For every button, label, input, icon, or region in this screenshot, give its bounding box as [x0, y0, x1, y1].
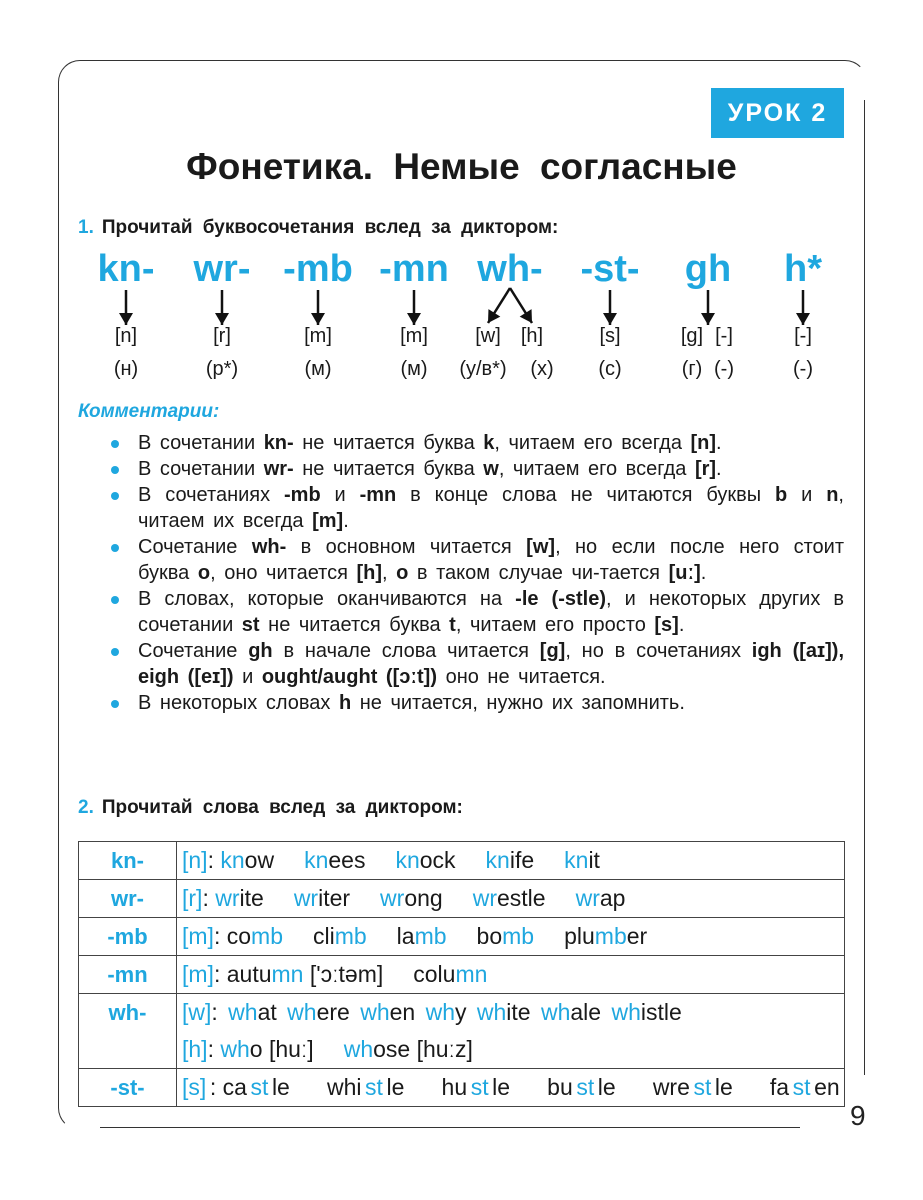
word-text: : ca — [209, 1074, 247, 1100]
word-line — [182, 956, 840, 993]
bold-term: h — [338, 692, 352, 714]
words-table — [78, 841, 845, 1107]
russian-sound: (у/в*) — [459, 358, 507, 380]
comment-item: Сочетание gh в начале слова читается [g], но в сочетаниях igh ([aɪ]), eigh ([eɪ]) и ought/aught ([ɔːt]) оно не читается. — [108, 638, 844, 690]
bold-term: [uː] — [668, 562, 701, 584]
phoneme: [m] — [400, 325, 428, 347]
highlighted-letters: st — [470, 1074, 489, 1100]
highlighted-letters: wh — [425, 999, 455, 1025]
word-gap — [367, 918, 397, 955]
arrow-down-head — [119, 313, 133, 325]
word-gap — [443, 880, 473, 917]
table-row — [79, 994, 845, 1069]
word-gap — [546, 880, 576, 917]
highlighted-letters: mn — [271, 961, 304, 987]
phoneme: [-] — [715, 325, 733, 347]
word-text: cli — [312, 923, 335, 949]
combo-label: -st- — [580, 248, 640, 290]
word-text: iter — [318, 885, 351, 911]
highlighted-letters: mn — [455, 961, 488, 987]
word-text: la — [396, 923, 415, 949]
word-text: ow — [244, 847, 275, 873]
combo-key-cell: -st- — [79, 1069, 177, 1107]
word-gap — [283, 918, 313, 955]
highlighted-letters: st — [365, 1074, 383, 1100]
phoneme: [w] — [475, 325, 501, 347]
page-title: Фонетика. Немые согласные — [186, 146, 737, 187]
word-text: ong — [404, 885, 443, 911]
highlighted-letters: wh — [476, 999, 507, 1025]
word-text: : — [207, 1036, 221, 1062]
word-text: bu — [547, 1074, 573, 1100]
word-text: hu — [441, 1074, 468, 1100]
bold-term: wh- — [251, 536, 287, 558]
highlighted-letters: [s] — [182, 1074, 207, 1100]
word-line — [182, 1069, 840, 1106]
phoneme: [g] — [680, 325, 704, 347]
highlighted-letters: [n] — [182, 847, 208, 873]
highlighted-letters: [h] — [182, 1036, 208, 1062]
comments-list — [108, 430, 844, 716]
russian-sound: (н) — [113, 358, 139, 380]
word-text: ife — [509, 847, 535, 873]
task-1-number: 1. — [78, 217, 94, 238]
highlighted-letters: wh — [287, 999, 317, 1025]
word-text: ap — [599, 885, 626, 911]
combo-key-cell: kn- — [79, 842, 177, 880]
word-gap — [619, 1069, 649, 1106]
bold-term: kn- — [263, 432, 294, 454]
comment-item: В словах, которые оканчиваются на -le (-stle), и некоторых других в сочетании st не читается буква t, читаем его просто [s]. — [108, 586, 844, 638]
word-text: ite — [506, 999, 541, 1025]
highlighted-letters: kn — [304, 847, 329, 873]
combo-label: gh — [684, 248, 732, 290]
bold-term: w — [483, 458, 499, 480]
table-row — [79, 842, 845, 880]
bold-term: b — [775, 484, 788, 506]
bold-term: [n] — [690, 432, 717, 454]
combo-key-cell: -mb — [79, 918, 177, 956]
highlighted-letters: wh — [220, 1036, 250, 1062]
highlighted-letters: wr — [215, 885, 240, 911]
combo-label: -mb — [283, 248, 353, 290]
word-text: ees — [328, 847, 366, 873]
table-row — [79, 956, 845, 994]
combo-label: h* — [784, 248, 822, 290]
word-gap — [408, 1069, 438, 1106]
word-text: whi — [326, 1074, 362, 1100]
word-text: colu — [413, 961, 456, 987]
word-text: ose [huːz] — [373, 1036, 473, 1062]
word-text: fa — [769, 1074, 790, 1100]
bold-term: [s] — [654, 614, 679, 636]
word-gap — [264, 880, 294, 917]
word-gap — [365, 842, 395, 879]
word-gap — [514, 1069, 544, 1106]
russian-sound: (х) — [530, 358, 554, 380]
word-line — [182, 880, 840, 917]
word-line — [182, 1031, 840, 1068]
highlighted-letters: wr — [380, 885, 405, 911]
words-cell — [177, 1069, 845, 1107]
bold-term: [g] — [539, 640, 566, 662]
table-row — [79, 880, 845, 918]
word-gap — [534, 918, 564, 955]
word-gap — [736, 1069, 766, 1106]
combo-label: kn- — [97, 248, 155, 290]
phoneme: [r] — [213, 325, 231, 347]
comments-title: Комментарии: — [78, 401, 220, 422]
highlighted-letters: [w] — [182, 999, 212, 1025]
phoneme: [s] — [599, 325, 621, 347]
word-gap — [534, 842, 564, 879]
russian-sound: (р*) — [205, 358, 239, 380]
highlighted-letters: wh — [228, 999, 258, 1025]
comment-item: Сочетание wh- в основном читается [w], но если после него стоит буква o, оно читается [h], o в таком случае чи-тается [uː]. — [108, 534, 844, 586]
highlighted-letters: st — [792, 1074, 811, 1100]
highlighted-letters: wr — [293, 885, 319, 911]
word-line — [182, 842, 840, 879]
russian-sound: (с) — [598, 358, 622, 380]
page-frame-bottom — [100, 1127, 800, 1128]
arrow-down-head — [796, 313, 810, 325]
word-text: ale — [570, 999, 612, 1025]
combo-key-cell: wr- — [79, 880, 177, 918]
phoneme: [n] — [114, 325, 138, 347]
bold-term: st — [241, 614, 260, 636]
bold-term: ought/aught ([ɔːt]) — [261, 666, 438, 688]
word-text: le — [492, 1074, 511, 1100]
highlighted-letters: wh — [360, 999, 390, 1025]
word-text: : — [211, 999, 229, 1025]
word-text: y — [455, 999, 477, 1025]
bold-term: o — [396, 562, 409, 584]
word-text: ere — [316, 999, 361, 1025]
word-text: ite — [239, 885, 264, 911]
bold-term: o — [197, 562, 211, 584]
words-cell — [177, 842, 845, 880]
phoneme: [h] — [520, 325, 544, 347]
bold-term: t — [449, 614, 456, 636]
word-text: ['ɔːtəm] — [303, 961, 384, 987]
word-text: wre — [652, 1074, 690, 1100]
comment-item: В сочетании wr- не читается буква w, читаем его всегда [r]. — [108, 456, 844, 482]
word-line — [182, 994, 840, 1031]
page-frame-right — [864, 100, 865, 1075]
phoneme: [m] — [304, 325, 332, 347]
highlighted-letters: mb — [414, 923, 447, 949]
highlighted-letters: kn — [220, 847, 245, 873]
word-text: le — [714, 1074, 733, 1100]
word-text: er — [626, 923, 648, 949]
word-text: plu — [564, 923, 595, 949]
words-cell — [177, 918, 845, 956]
combo-key-cell: -mn — [79, 956, 177, 994]
highlighted-letters: kn — [564, 847, 589, 873]
page-number: 9 — [850, 1100, 866, 1131]
bold-term: n — [826, 484, 839, 506]
word-text: ock — [419, 847, 456, 873]
bold-term: -mn — [359, 484, 397, 506]
combo-label: -mn — [379, 248, 449, 290]
bold-term: igh ([aɪ]), eigh ([eɪ]) — [138, 640, 844, 688]
bold-term: -mb — [284, 484, 321, 506]
combo-key-cell: wh- — [79, 994, 177, 1069]
word-text: le — [386, 1074, 405, 1100]
task-2-number: 2. — [78, 797, 94, 818]
word-gap — [456, 842, 486, 879]
bold-term: [w] — [526, 536, 556, 558]
arrow-down-head — [701, 313, 715, 325]
combo-label: wh- — [477, 248, 543, 290]
lesson-badge: УРОК 2 — [711, 88, 844, 138]
highlighted-letters: st — [576, 1074, 595, 1100]
highlighted-letters: st — [693, 1074, 712, 1100]
word-text: : — [207, 847, 221, 873]
arrow-down-head — [603, 313, 617, 325]
bold-term: -le (-stle) — [515, 588, 606, 610]
highlighted-letters: wr — [575, 885, 600, 911]
word-text: it — [588, 847, 600, 873]
bold-term: [r] — [694, 458, 717, 480]
bold-term: [h] — [356, 562, 383, 584]
bold-term: [m] — [312, 510, 344, 532]
russian-sound: (-) — [714, 358, 734, 380]
task-1-text: Прочитай буквосочетания вслед за диктором: — [101, 217, 559, 238]
highlighted-letters: st — [250, 1074, 269, 1100]
table-row — [79, 1069, 845, 1107]
highlighted-letters: wr — [472, 885, 497, 911]
highlighted-letters: mb — [594, 923, 627, 949]
words-cell — [177, 956, 845, 994]
highlighted-letters: kn — [485, 847, 510, 873]
highlighted-letters: wh — [611, 999, 641, 1025]
task-1-heading — [78, 217, 558, 239]
word-gap — [350, 880, 380, 917]
phoneme: [-] — [794, 325, 812, 347]
russian-sound: (-) — [793, 358, 813, 380]
word-text: istle — [640, 999, 682, 1025]
highlighted-letters: mb — [334, 923, 367, 949]
word-text: estle — [496, 885, 546, 911]
word-text: at — [257, 999, 288, 1025]
word-text: : — [202, 885, 216, 911]
russian-sound: (м) — [400, 358, 428, 380]
word-gap — [383, 956, 413, 993]
comment-item: В сочетании kn- не читается буква k, читаем его всегда [n]. — [108, 430, 844, 456]
comment-item: В некоторых словах h не читается, нужно их запомнить. — [108, 690, 844, 716]
highlighted-letters: [m] — [182, 923, 214, 949]
bold-term: gh — [248, 640, 273, 662]
word-text: en — [389, 999, 426, 1025]
words-cell — [177, 880, 845, 918]
combo-label: wr- — [193, 248, 251, 290]
highlighted-letters: wh — [343, 1036, 374, 1062]
word-text: en — [814, 1074, 840, 1100]
russian-sound: (м) — [304, 358, 332, 380]
word-line — [182, 918, 840, 955]
word-gap — [274, 842, 304, 879]
word-text: : autu — [213, 961, 272, 987]
words-cell — [177, 994, 845, 1069]
word-text: le — [597, 1074, 616, 1100]
arrow-down-head — [215, 313, 229, 325]
word-text: le — [271, 1074, 290, 1100]
task-2-text: Прочитай слова вслед за диктором: — [101, 797, 463, 818]
russian-sound: (г) — [681, 358, 703, 380]
word-text: o [huː] — [249, 1036, 314, 1062]
table-row — [79, 918, 845, 956]
word-gap — [447, 918, 477, 955]
word-text: bo — [476, 923, 503, 949]
highlighted-letters: mb — [502, 923, 535, 949]
highlighted-letters: wh — [540, 999, 571, 1025]
word-text: : co — [213, 923, 252, 949]
highlighted-letters: kn — [395, 847, 420, 873]
arrows-layer — [0, 285, 923, 365]
bold-term: wr- — [263, 458, 294, 480]
word-gap — [314, 1031, 344, 1068]
bold-term: k — [483, 432, 495, 454]
task-2-heading — [78, 797, 463, 819]
highlighted-letters: [r] — [182, 885, 203, 911]
comment-item: В сочетаниях -mb и -mn в конце слова не читаются буквы b и n, читаем их всегда [m]. — [108, 482, 844, 534]
highlighted-letters: mb — [251, 923, 283, 949]
arrow-down-head — [407, 313, 421, 325]
highlighted-letters: [m] — [182, 961, 214, 987]
arrow-down-head — [311, 313, 325, 325]
word-gap — [293, 1069, 323, 1106]
